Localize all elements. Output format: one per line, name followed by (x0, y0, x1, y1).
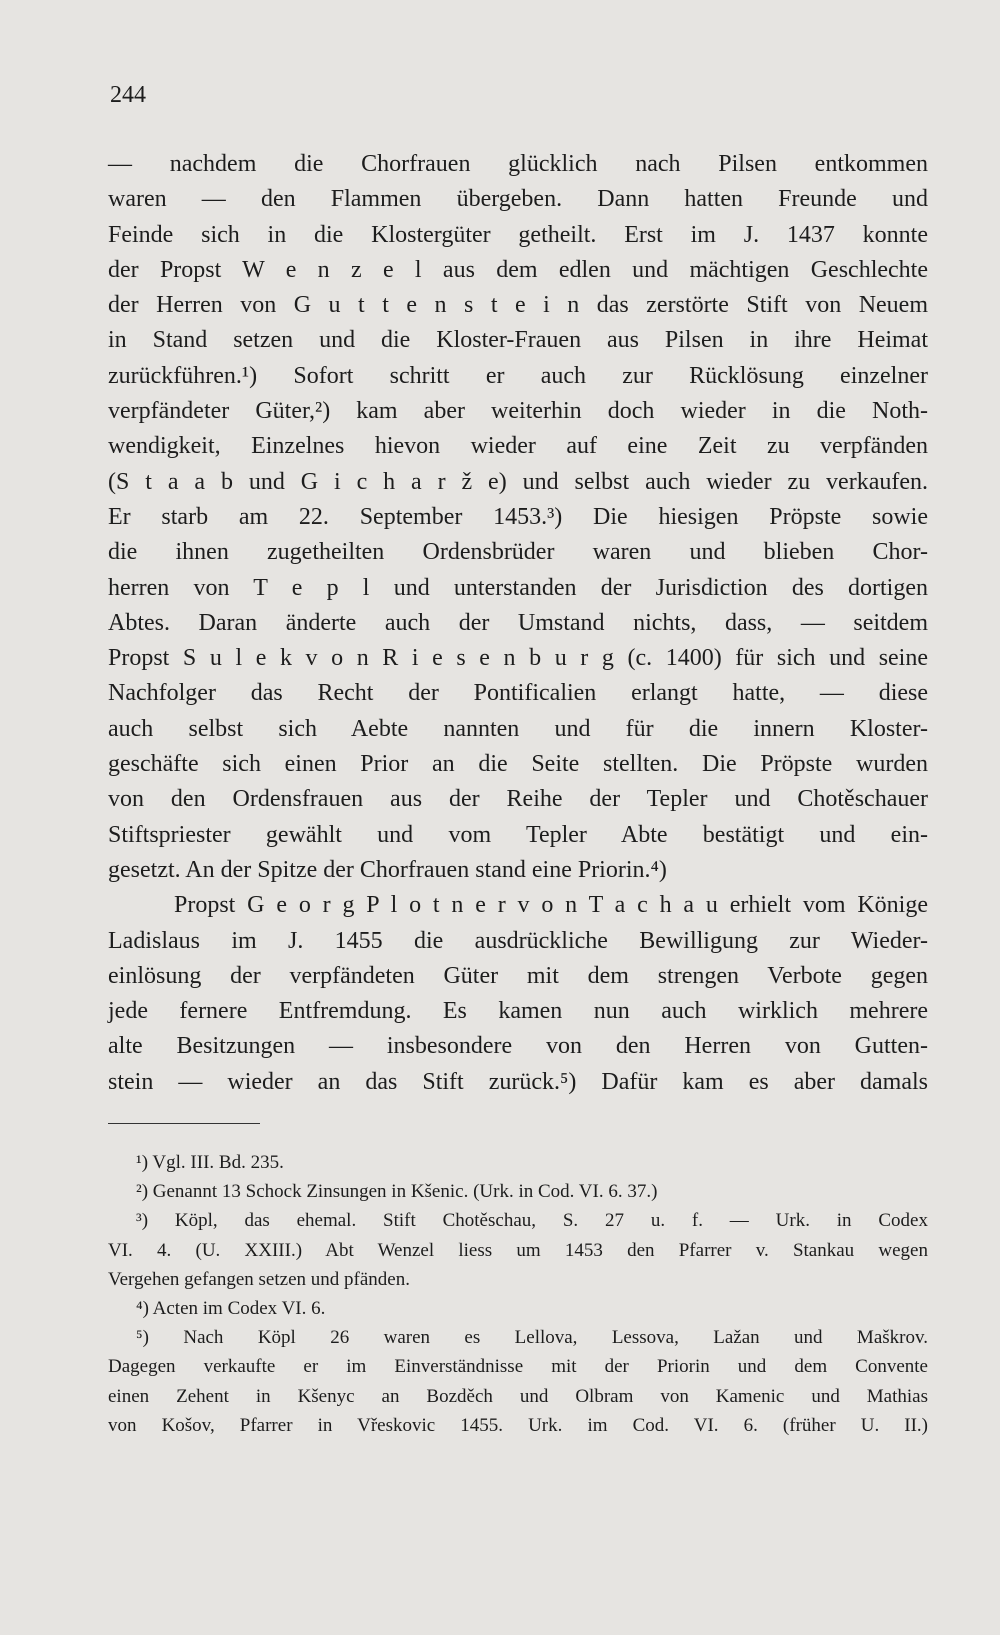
body-line: gesetzt. An der Spitze der Chorfrauen stand eine Priorin.⁴) (108, 856, 667, 883)
footnotes (108, 1148, 928, 1440)
footnote-3-cont: VI. 4. (U. XXIII.) Abt Wenzel liess um 1453 den Pfarrer v. Stankau wegen (108, 1239, 928, 1261)
body-line: in Stand setzen und die Kloster-Frauen aus Pilsen in ihre Heimat (108, 327, 928, 354)
body-line: zurückführen.¹) Sofort schritt er auch zur Rücklösung einzelner (108, 362, 928, 389)
footnote-5-cont: einen Zehent in Kšenyc an Bozděch und Olbram von Kamenic und Mathias (108, 1385, 928, 1407)
footnote-4: ⁴) Acten im Codex VI. 6. (136, 1297, 326, 1319)
body-line: verpfändeter Güter,²) kam aber weiterhin doch wieder in die Noth- (108, 398, 928, 425)
body-line: stein — wieder an das Stift zurück.⁵) Dafür kam es aber damals (108, 1068, 928, 1095)
footnote-2: ²) Genannt 13 Schock Zinsungen in Kšenic. (Urk. in Cod. VI. 6. 37.) (136, 1181, 658, 1203)
body-line: von den Ordensfrauen aus der Reihe der Tepler und Chotěschauer (108, 786, 928, 813)
body-line: Abtes. Daran änderte auch der Umstand nichts, dass, — seitdem (108, 609, 928, 636)
body-line: Propst G e o r g P l o t n e r v o n T a c h a u erhielt vom Könige (174, 892, 928, 919)
footnote-5: ⁵) Nach Köpl 26 waren es Lellova, Lessova, Lažan und Maškrov. (136, 1327, 928, 1349)
body-line: waren — den Flammen übergeben. Dann hatten Freunde und (108, 186, 928, 213)
body-line: Stiftspriester gewählt und vom Tepler Abte bestätigt und ein- (108, 821, 928, 848)
footnote-rule (108, 1123, 260, 1124)
footnote-5-cont: Dagegen verkaufte er im Einverständnisse mit der Priorin und dem Convente (108, 1356, 928, 1378)
body-text (108, 147, 928, 1100)
body-line: der Herren von G u t t e n s t e i n das zerstörte Stift von Neuem (108, 292, 928, 319)
body-line: herren von T e p l und unterstanden der Jurisdiction des dortigen (108, 574, 928, 601)
body-line: alte Besitzungen — insbesondere von den Herren von Gutten- (108, 1033, 928, 1060)
body-line: jede fernere Entfremdung. Es kamen nun auch wirklich mehrere (108, 998, 928, 1025)
footnote-1: ¹) Vgl. III. Bd. 235. (136, 1152, 284, 1173)
body-line: — nachdem die Chorfrauen glücklich nach Pilsen entkommen (108, 151, 928, 177)
body-line: Er starb am 22. September 1453.³) Die hiesigen Pröpste sowie (108, 503, 928, 530)
body-line: Nachfolger das Recht der Pontificalien erlangt hatte, — diese (108, 680, 928, 707)
footnote-3: ³) Köpl, das ehemal. Stift Chotěschau, S. 27 u. f. — Urk. in Codex (136, 1210, 928, 1232)
page-number: 244 (110, 82, 146, 108)
body-line: wendigkeit, Einzelnes hievon wieder auf eine Zeit zu verpfänden (108, 433, 928, 460)
body-line: einlösung der verpfändeten Güter mit dem strengen Verbote gegen (108, 962, 928, 989)
body-line: die ihnen zugetheilten Ordensbrüder waren und blieben Chor- (108, 539, 928, 566)
footnote-5-cont: von Košov, Pfarrer in Vřeskovic 1455. Urk. im Cod. VI. 6. (früher U. II.) (108, 1414, 928, 1436)
footnote-3-cont: Vergehen gefangen setzen und pfänden. (108, 1268, 410, 1290)
body-line: der Propst W e n z e l aus dem edlen und mächtigen Geschlechte (108, 256, 928, 283)
body-line: Propst S u l e k v o n R i e s e n b u r g (c. 1400) für sich und seine (108, 645, 928, 672)
body-line: Feinde sich in die Klostergüter getheilt. Erst im J. 1437 konnte (108, 221, 928, 248)
body-line: (S t a a b und G i c h a r ž e) und selbst auch wieder zu verkaufen. (108, 468, 928, 495)
body-line: geschäfte sich einen Prior an die Seite stellten. Die Pröpste wurden (108, 751, 928, 778)
body-line: auch selbst sich Aebte nannten und für die innern Kloster- (108, 715, 928, 742)
body-line: Ladislaus im J. 1455 die ausdrückliche Bewilligung zur Wieder- (108, 927, 928, 954)
